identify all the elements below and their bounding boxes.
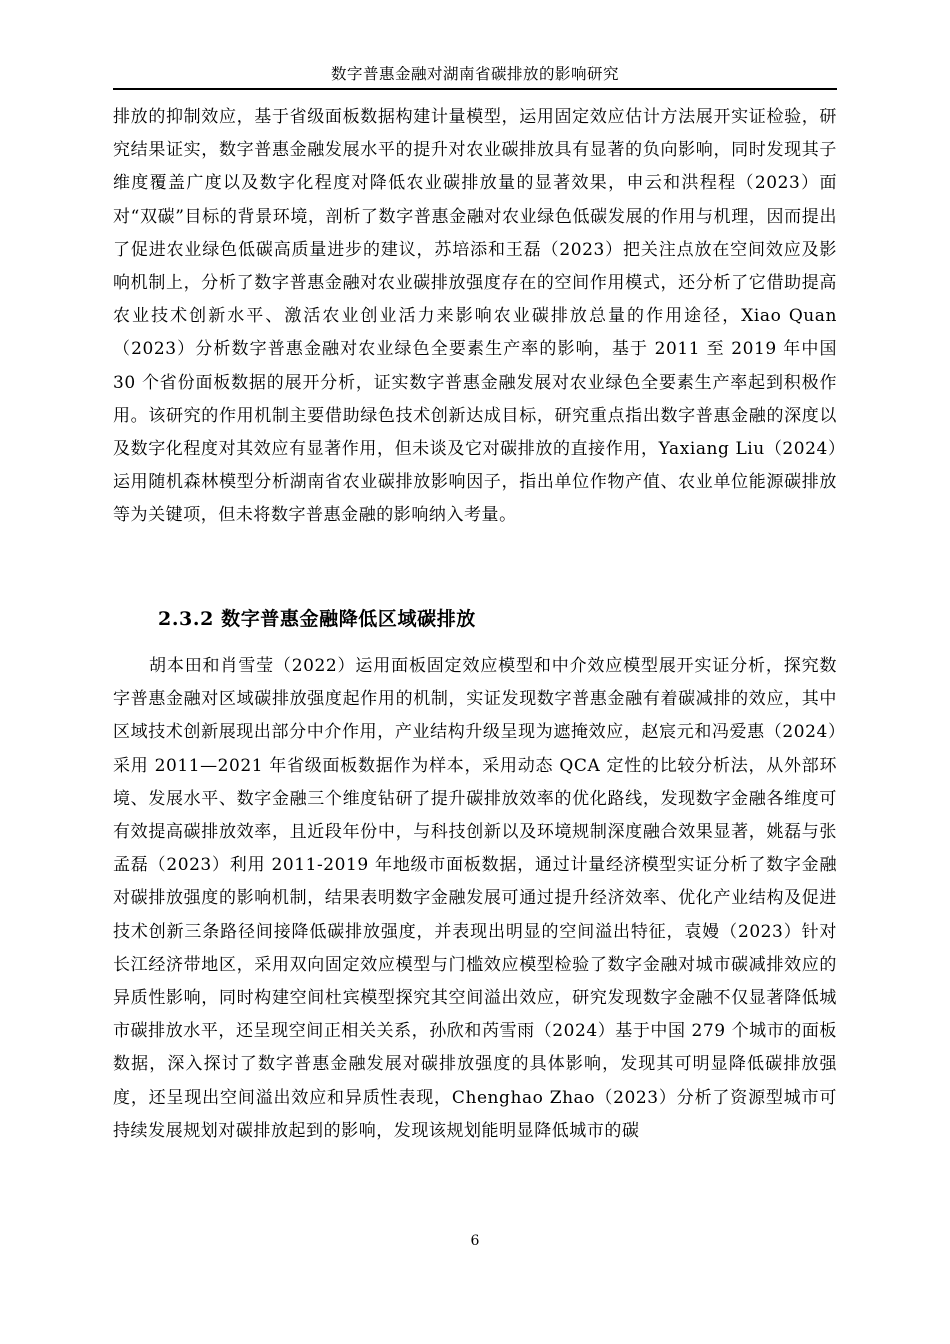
body-paragraph-2: 胡本田和肖雪莹（2022）运用面板固定效应模型和中介效应模型展开实证分析，探究数字普惠金融对区域碳排放强度起作用的机制，实证发现数字普惠金融有着碳减排的效应，其中区域技术创新展现出部分中介作用，产业结构升级呈现为遮掩效应，赵宸元和冯爱惠（2024）采用 2011—2021 年省级面板数据作为样本，采用动态 QCA 定性的比较分析法，从外部环境、发展水平、数字金融三个维度钻研了提升碳排放效率的优化路线，发现数字金融各维度可有效提高碳排放效率，且近段年份中，与科技创新以及环境规制深度融合效果显著，姚磊与张孟磊（2023）利用 2011-2019 年地级市面板数据，通过计量经济模型实证分析了数字金融对碳排放强度的影响机制，结果表明数字金融发展可通过提升经济效率、优化产业结构及促进技术创新三条路径间接降低碳排放强度，并表现出明显的空间溢出特征，袁嫚（2023）针对长江经济带地区，采用双向固定效应模型与门槛效应模型检验了数字金融对城市碳减排效应的异质性影响，同时构建空间杜宾模型探究其空间溢出效应，研究发现数字金融不仅显著降低城市碳排放水平，还呈现空间正相关关系，孙欣和芮雪雨（2024）基于中国 279 个城市的面板数据，深入探讨了数字普惠金融发展对碳排放强度的具体影响，发现其可明显降低碳排放强度，还呈现出空间溢出效应和异质性表现，Chenghao Zhao（2023）分析了资源型城市可持续发展规划对碳排放起到的影响，发现该规划能明显降低城市的碳	[113, 656, 837, 1141]
running-header: 数字普惠金融对湖南省碳排放的影响研究	[330, 65, 619, 83]
body-paragraph-1: 排放的抑制效应，基于省级面板数据构建计量模型，运用固定效应估计方法展开实证检验，研究结果证实，数字普惠金融发展水平的提升对农业碳排放具有显著的负向影响，同时发现其子维度覆盖广度以及数字化程度对降低农业碳排放量的显著效果，申云和洪程程（2023）面对“双碳”目标的背景环境，剖析了数字普惠金融对农业绿色低碳发展的作用与机理，因而提出了促进农业绿色低碳高质量进步的建议，苏培添和王磊（2023）把关注点放在空间效应及影响机制上，分析了数字普惠金融对农业碳排放强度存在的空间作用模式，还分析了它借助提高农业技术创新水平、激活农业创业活力来影响农业碳排放总量的作用途径，Xiao Quan（2023）分析数字普惠金融对农业绿色全要素生产率的影响，基于 2011 至 2019 年中国 30 个省份面板数据的展开分析，证实数字普惠金融发展对农业绿色全要素生产率起到积极作用。该研究的作用机制主要借助绿色技术创新达成目标，研究重点指出数字普惠金融的深度以及数字化程度对其效应有显著作用，但未谈及它对碳排放的直接作用，Yaxiang Liu（2024）运用随机森林模型分析湖南省农业碳排放影响因子，指出单位作物产值、农业单位能源碳排放等为关键项，但未将数字普惠金融的影响纳入考量。	[113, 107, 837, 526]
header-rule	[113, 88, 837, 90]
section-heading: 2.3.2 数字普惠金融降低区域碳排放	[158, 608, 476, 630]
page-number: 6	[470, 1233, 480, 1249]
